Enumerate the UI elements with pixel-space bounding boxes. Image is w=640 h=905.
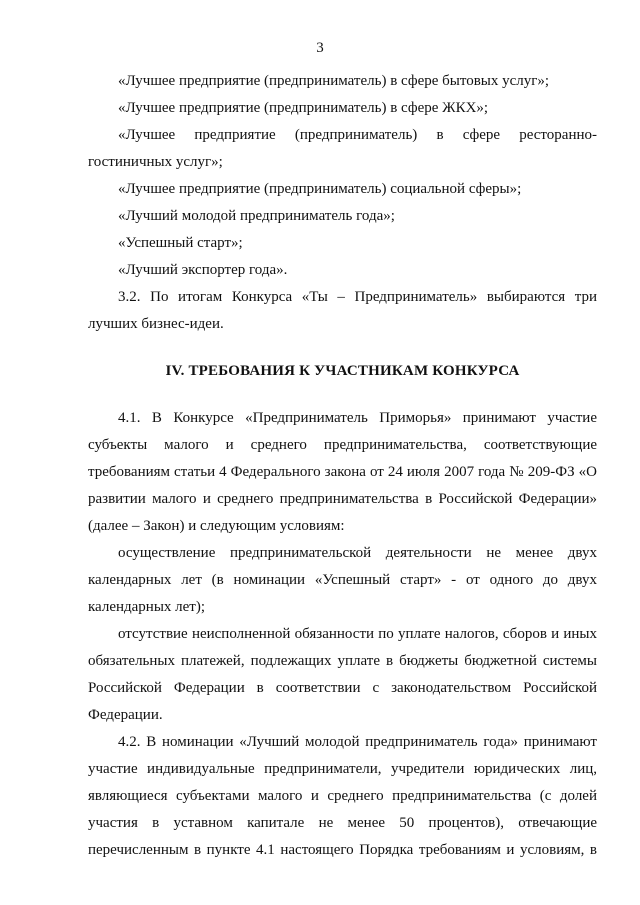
nomination-item: «Лучшее предприятие (предприниматель) социальной сферы»; — [118, 181, 522, 197]
condition-item: осуществление предпринимательской деятельности не менее двух календарных лет (в номинации «Успешный старт» - от одного до двух календарных лет); — [88, 545, 597, 615]
nomination-item: «Лучший молодой предприниматель года»; — [118, 208, 395, 224]
paragraph-4-1: 4.1. В Конкурсе «Предприниматель Приморья» принимают участие субъекты малого и среднего предпринимательства, соответствующие требованиям статьи 4 Федерального закона от 24 июля 2007 года № 209-ФЗ «О развитии малого и среднего предпринимательства в Российской Федерации» (далее – Закон) и следующим условиям: — [88, 410, 597, 534]
paragraph-3-2: 3.2. По итогам Конкурса «Ты – Предприниматель» выбираются три лучших бизнес-идеи. — [88, 289, 597, 332]
condition-item: отсутствие неисполненной обязанности по уплате налогов, сборов и иных обязательных платежей, подлежащих уплате в бюджеты бюджетной системы Российской Федерации в соответствии с законодательством Российской Федерации. — [88, 626, 597, 723]
nomination-item: «Лучшее предприятие (предприниматель) в сфере ресторанно-гостиничных услуг»; — [88, 127, 597, 170]
page-number: 3 — [316, 40, 324, 56]
nomination-item: «Успешный старт»; — [118, 235, 243, 251]
paragraph-4-2: 4.2. В номинации «Лучший молодой предприниматель года» принимают участие индивидуальные предприниматели, учредители юридических лиц, являющиеся субъектами малого и среднего предпринимательства (с долей участия в уставном капитале не менее 50 процентов), отвечающие перечисленным в пункте 4.1 настоящего Порядка требованиям и условиям, в — [88, 734, 597, 858]
section-heading: IV. ТРЕБОВАНИЯ К УЧАСТНИКАМ КОНКУРСА — [165, 363, 520, 379]
nomination-item: «Лучший экспортер года». — [118, 262, 288, 278]
nomination-item: «Лучшее предприятие (предприниматель) в сфере бытовых услуг»; — [118, 73, 550, 89]
nomination-item: «Лучшее предприятие (предприниматель) в сфере ЖКХ»; — [118, 100, 489, 116]
document-body — [88, 68, 597, 864]
